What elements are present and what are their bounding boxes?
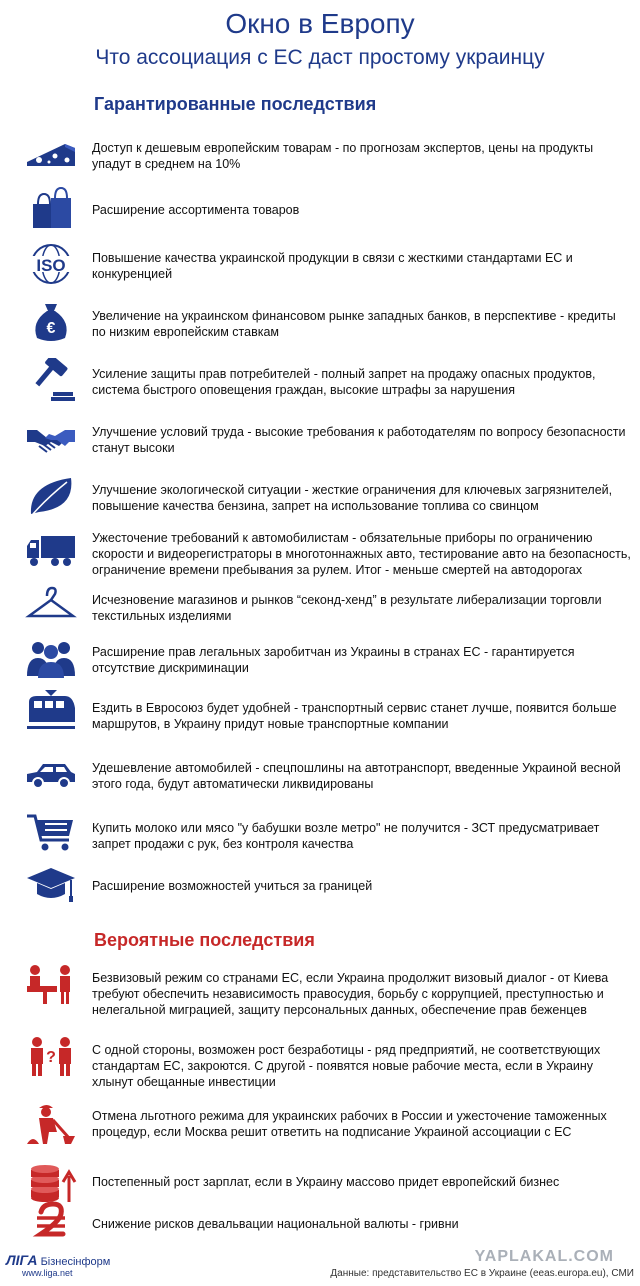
site-url: www.liga.net xyxy=(22,1268,73,1278)
item-text: Расширение возможностей учиться за границей xyxy=(92,879,373,893)
border-control-icon xyxy=(24,962,78,1006)
liga-logo xyxy=(6,1252,110,1268)
euro-money-bag-icon xyxy=(24,300,78,344)
item-text: Ездить в Евросоюз будет удобней - транспортный сервис станет лучше, появится больше маршрутов, в Украину придут новые транспортные компании xyxy=(92,701,617,731)
item-text: Удешевление автомобилей - спецпошлины на автотранспорт, введенные Украиной весной этого года, будут автоматически ликвидированы xyxy=(92,761,621,791)
logo-text: ЛІГА xyxy=(6,1252,38,1268)
shopping-cart-icon xyxy=(24,810,78,854)
car-icon xyxy=(24,752,78,796)
cheese-icon xyxy=(24,132,78,176)
data-source: Данные: представительство ЕС в Украине (eeas.europa.eu), СМИ xyxy=(330,1268,634,1279)
handshake-icon xyxy=(24,416,78,460)
guaranteed-heading: Гарантированные последствия xyxy=(94,94,377,114)
shopping-bag-icon xyxy=(24,186,78,230)
item-text: Ужесточение требований к автомобилистам - обязательные приборы по ограничению скорости и видеорегистраторы в многотоннажных авто, тестирование авто на безопасность, ограничение времени пребывания за рулем. Итог - меньше смертей на автодорогах xyxy=(92,531,631,577)
item-text: Усиление защиты прав потребителей - полный запрет на продажу опасных продуктов, система быстрого оповещения граждан, высокие штрафы за нарушения xyxy=(92,367,596,397)
item-text: Улучшение экологической ситуации - жесткие ограничения для ключевых загрязнителей, повышение качества бензина, запрет на использование топлива со свинцом xyxy=(92,483,613,513)
svg-text:ISO: ISO xyxy=(36,256,66,275)
watermark: YAPLAKAL.COM xyxy=(474,1248,614,1265)
hryvnia-icon xyxy=(24,1200,78,1244)
item-text: Снижение рисков девальвации национальной валюты - гривни xyxy=(92,1217,459,1231)
truck-icon xyxy=(24,526,78,570)
page-subtitle: Что ассоциация с ЕС даст простому украинцу xyxy=(95,46,545,69)
item-text: Исчезновение магазинов и рынков “секонд-хенд” в результате либерализации торговли текстильных изделиями xyxy=(92,593,602,623)
worker-icon xyxy=(24,1102,78,1146)
logo-subtext: Бізнесінформ xyxy=(40,1256,111,1268)
item-text: Купить молоко или мясо "у бабушки возле метро" не получится - ЗСТ предусматривает запрет продажи с рук, без контроля качества xyxy=(92,821,600,851)
probable-heading: Вероятные последствия xyxy=(94,930,315,950)
hanger-icon xyxy=(24,584,78,628)
employment-icon xyxy=(24,1034,78,1078)
svg-text:?: ? xyxy=(46,1049,56,1066)
graduation-cap-icon xyxy=(24,862,78,906)
item-text: Увеличение на украинском финансовом рынке западных банков, в перспективе - кредиты по низким европейским ставкам xyxy=(92,309,616,339)
svg-text:€: € xyxy=(46,320,56,337)
item-text: Постепенный рост зарплат, если в Украину массово придет европейский бизнес xyxy=(92,1175,560,1189)
item-text: Улучшение условий труда - высокие требования к работодателям по вопросу безопасности станут высоки xyxy=(92,425,626,455)
iso-icon xyxy=(24,242,78,286)
item-text: Отмена льготного режима для украинских рабочих в России и ужесточение таможенных процедур, если Москва решит ответить на подписание Украиной ассоциации с ЕС xyxy=(92,1109,607,1139)
item-text: Повышение качества украинской продукции в связи с жесткими стандартами ЕС и конкуренцией xyxy=(92,251,573,281)
item-text: Безвизовый режим со странами ЕС, если Украина продолжит визовый диалог - от Киева требуют обеспечить независимость правосудия, борьбу с коррупцией, преступностью и нелегальной миграцией, защиту персональных данных, обеспечение прав беженцев xyxy=(92,971,609,1017)
coins-growth-icon xyxy=(24,1160,78,1204)
page-title: Окно в Европу xyxy=(225,8,415,39)
gavel-icon xyxy=(24,358,78,402)
item-text: Расширение прав легальных заробитчан из Украины в странах ЕС - гарантируется отсутствие дискриминации xyxy=(92,645,575,675)
leaf-icon xyxy=(24,474,78,518)
people-icon xyxy=(24,636,78,680)
train-icon xyxy=(24,688,78,732)
item-text: Доступ к дешевым европейским товарам - по прогнозам экспертов, цены на продукты упадут в среднем на 10% xyxy=(92,141,594,171)
item-text: С одной стороны, возможен рост безработицы - ряд предприятий, не соответствующих стандартам ЕС, закроются. С другой - появятся новые рабочие места, если в Украину хлынут обещанные инвестиции xyxy=(92,1043,601,1089)
item-text: Расширение ассортимента товаров xyxy=(92,203,300,217)
